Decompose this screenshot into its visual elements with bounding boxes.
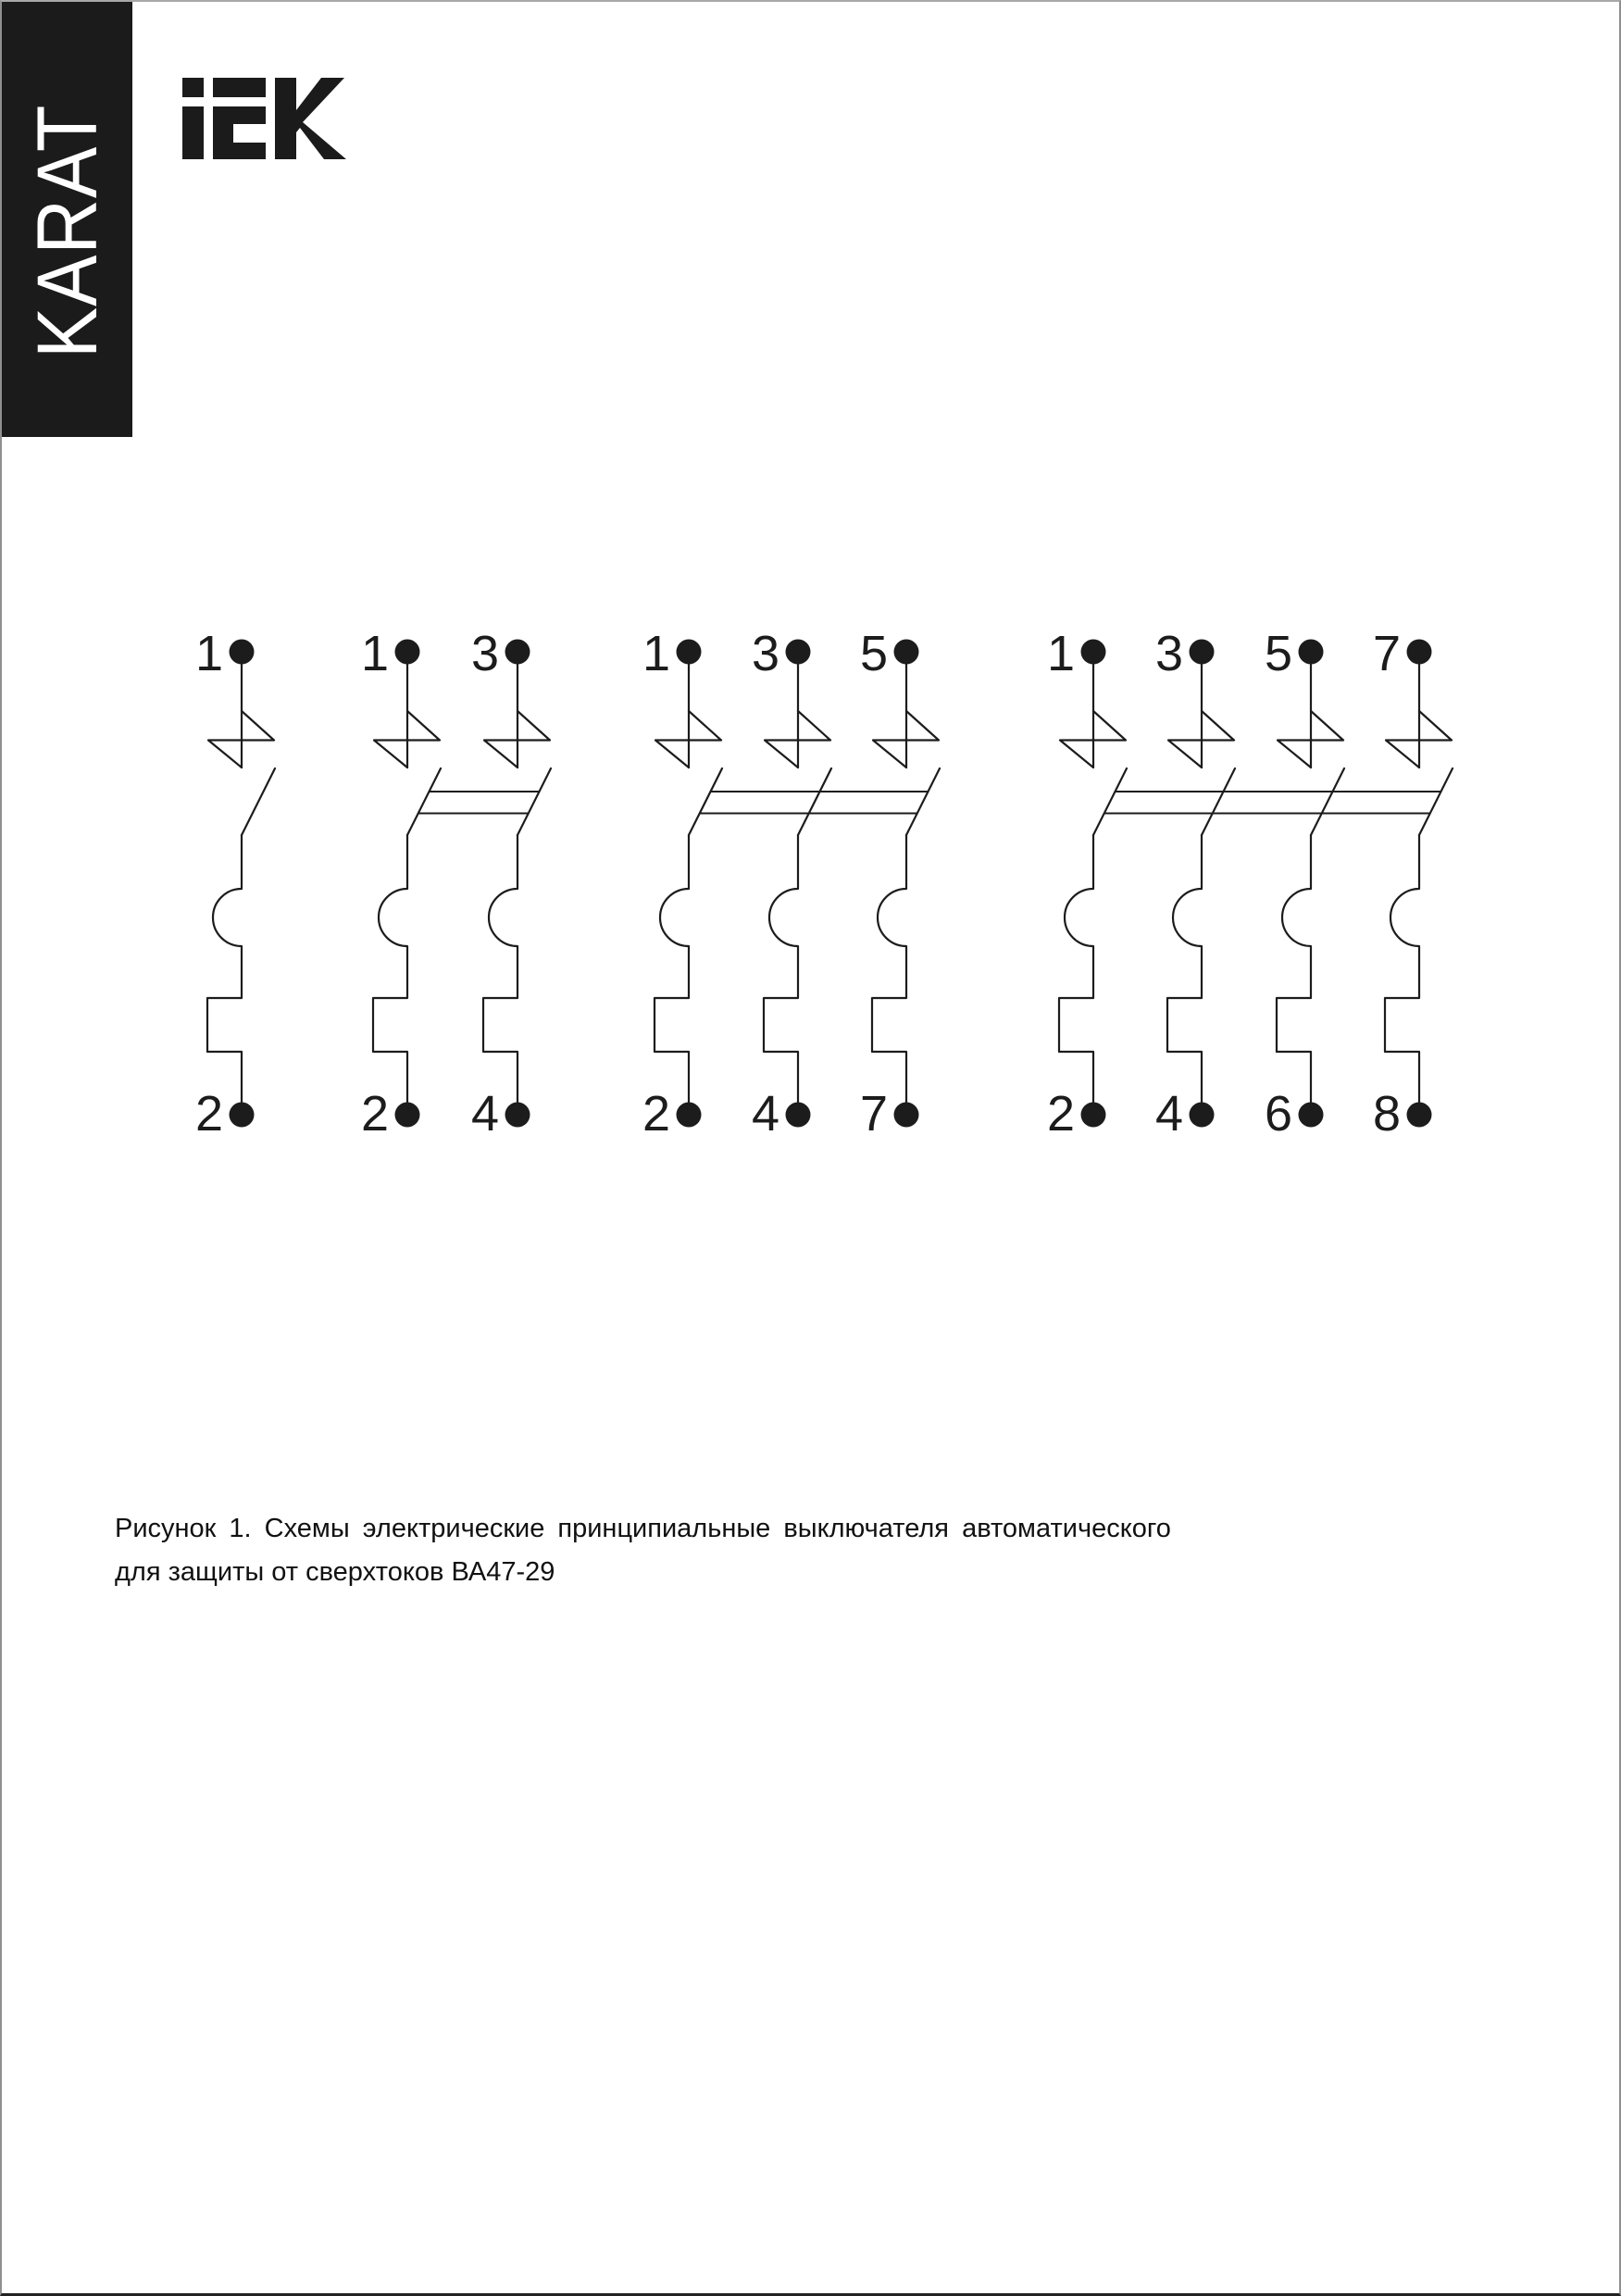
breaker-pole [1155,626,1235,1142]
breaker-pole [361,626,441,1142]
figure-caption [115,1507,1300,1594]
terminal-dot-top [1407,640,1432,665]
figure-caption-line-2: для защиты от сверхтоков ВА47-29 [115,1557,555,1587]
terminal-dot-bottom [1299,1103,1324,1128]
lower-conductor [483,835,517,1103]
lower-conductor [1059,835,1093,1103]
contact-blade [1311,768,1344,835]
diagram-4-pole [1047,626,1453,1142]
terminal-dot-bottom [894,1103,919,1128]
terminal-dot-top [786,640,811,665]
terminal-label-bottom: 6 [1264,1086,1292,1142]
contact-blade [517,768,551,835]
terminal-label-top: 3 [751,626,779,681]
terminal-label-bottom: 8 [1372,1086,1401,1142]
terminal-dot-top [395,640,420,665]
diagram-2-pole [361,626,551,1142]
contact-blade [798,768,831,835]
terminal-dot-bottom [505,1103,530,1128]
terminal-dot-top [1081,640,1106,665]
contact-blade [906,768,940,835]
terminal-label-bottom: 4 [1154,1086,1183,1142]
terminal-label-top: 1 [642,626,670,681]
terminal-label-bottom: 7 [859,1086,888,1142]
breaker-pole [471,626,551,1142]
terminal-label-top: 5 [1264,626,1292,681]
terminal-label-bottom: 4 [470,1086,499,1142]
contact-blade [242,768,275,835]
breaker-pole [752,626,831,1142]
breaker-pole [195,626,275,1142]
lower-conductor [1277,835,1311,1103]
contact-blade [1202,768,1235,835]
terminal-dot-bottom [786,1103,811,1128]
lower-conductor [655,835,689,1103]
breaker-pole [860,626,940,1142]
terminal-dot-top [230,640,255,665]
contact-blade [407,768,441,835]
terminal-label-bottom: 2 [360,1086,389,1142]
terminal-dot-bottom [1190,1103,1215,1128]
terminal-dot-top [1190,640,1215,665]
terminal-label-bottom: 4 [751,1086,779,1142]
terminal-dot-bottom [395,1103,420,1128]
terminal-dot-top [1299,640,1324,665]
lower-conductor [1385,835,1419,1103]
lower-conductor [872,835,906,1103]
contact-blade [1093,768,1127,835]
terminal-label-bottom: 2 [194,1086,223,1142]
breaker-pole [642,626,722,1142]
terminal-dot-top [894,640,919,665]
contact-blade [689,768,722,835]
diagram-3-pole [642,626,940,1142]
terminal-dot-top [505,640,530,665]
terminal-dot-bottom [230,1103,255,1128]
lower-conductor [207,835,242,1103]
karat-banner-text: KARAT [20,104,115,358]
lower-conductor [1167,835,1202,1103]
terminal-dot-bottom [1081,1103,1106,1128]
breaker-pole [1373,626,1453,1142]
terminal-label-top: 3 [1154,626,1183,681]
breaker-pole [1047,626,1127,1142]
lower-conductor [764,835,798,1103]
terminal-label-bottom: 2 [642,1086,670,1142]
terminal-label-top: 7 [1372,626,1401,681]
contact-blade [1419,768,1453,835]
circuit-diagrams-canvas [2,2,1621,2296]
terminal-dot-bottom [1407,1103,1432,1128]
terminal-label-top: 1 [1046,626,1075,681]
terminal-label-top: 1 [360,626,389,681]
terminal-label-top: 3 [470,626,499,681]
lower-conductor [373,835,407,1103]
terminal-label-bottom: 2 [1046,1086,1075,1142]
terminal-dot-top [677,640,702,665]
terminal-dot-bottom [677,1103,702,1128]
terminal-label-top: 1 [194,626,223,681]
breaker-pole [1265,626,1344,1142]
figure-caption-line-1: Рисунок 1. Схемы электрические принципиальные выключателя автоматического [115,1514,1171,1543]
diagram-1-pole [195,626,275,1142]
terminal-label-top: 5 [859,626,888,681]
